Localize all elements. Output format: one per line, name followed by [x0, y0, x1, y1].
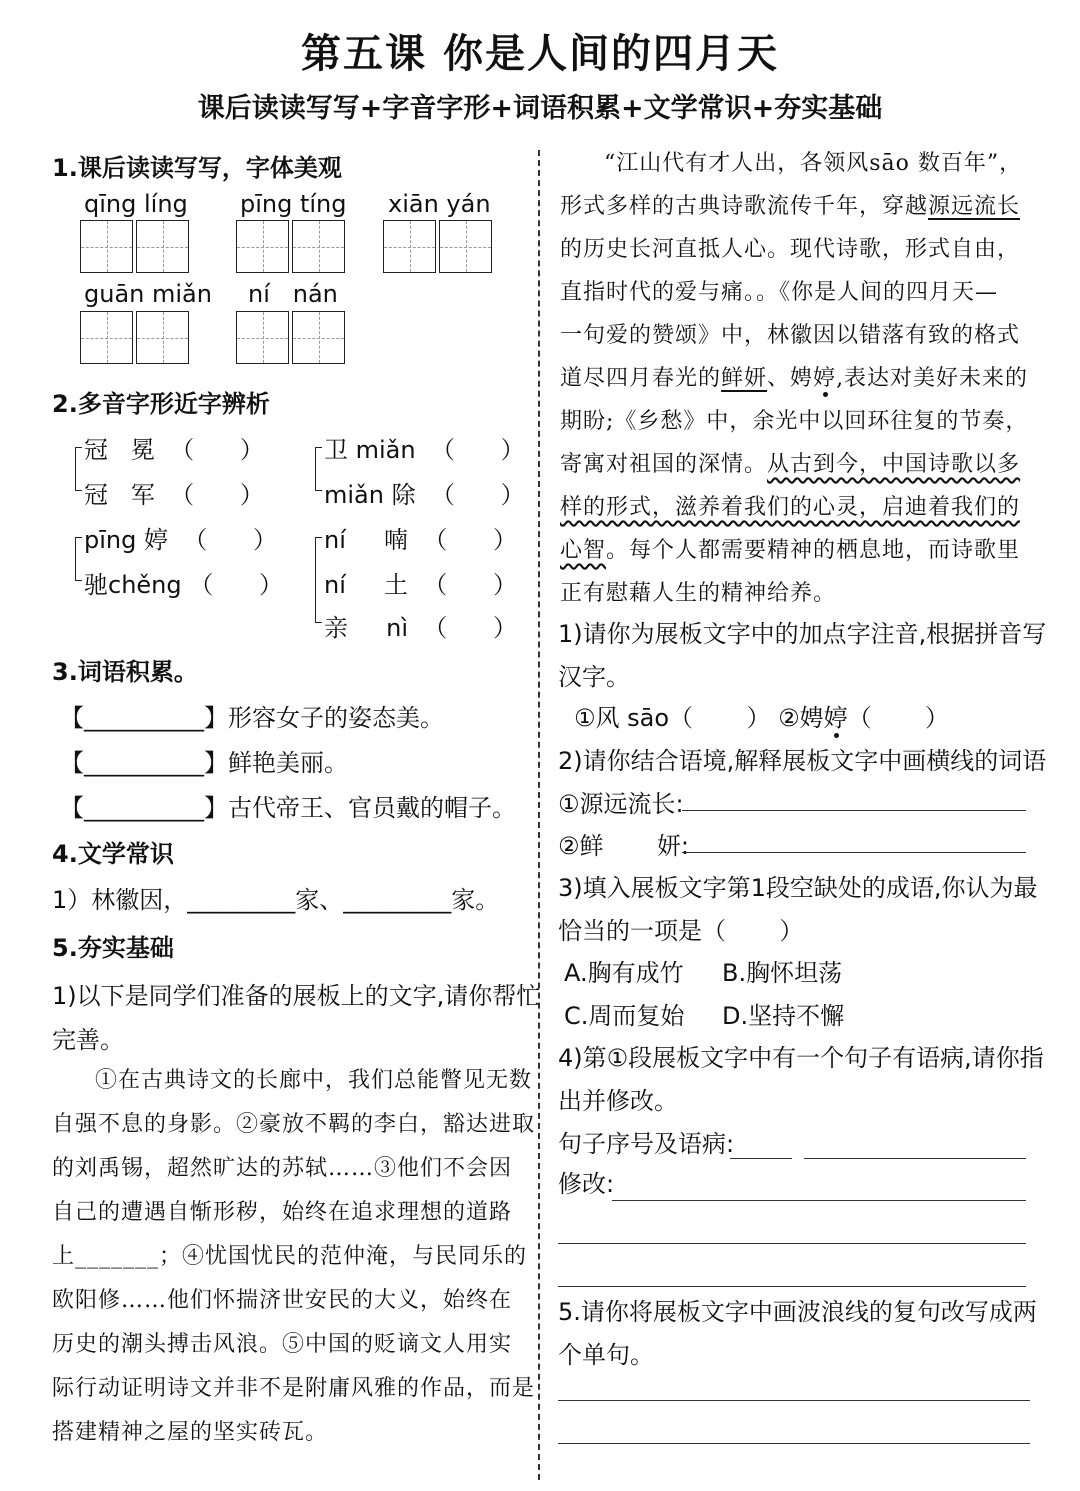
answer-line[interactable]: [558, 1286, 1026, 1287]
passage-line: 的刘禹锡，超然旷达的苏轼……③他们不会因: [52, 1156, 513, 1181]
passage-line: 期盼;《乡愁》中，余光中以回环往复的节奏，: [560, 409, 1029, 434]
writing-box[interactable]: [292, 220, 345, 273]
answer-line[interactable]: [558, 1400, 1030, 1401]
passage-line: 道尽四月春光的鲜妍、娉婷,表达对美好未来的: [560, 366, 1029, 391]
question-text: 1)请你为展板文字中的加点字注音,根据拼音写: [558, 620, 1047, 648]
question-text: 恰当的一项是（ ）: [558, 917, 804, 945]
passage-line: 心智。每个人都需要精神的栖息地，而诗歌里: [560, 538, 1021, 563]
answer-line[interactable]: [558, 1443, 1030, 1444]
polyphone-item: 冠 冕 （ ）: [84, 436, 264, 464]
question-item: ①源远流长:: [558, 790, 684, 818]
question-text: 个单句。: [558, 1341, 654, 1369]
bracket: [75, 537, 82, 581]
passage-line: 自己的遭遇自惭形秽，始终在追求理想的道路: [52, 1200, 513, 1225]
vocab-item: 【__________】形容女子的姿态美。: [60, 704, 444, 732]
question-text: 2)请你结合语境,解释展板文字中画横线的词语: [558, 747, 1047, 775]
page-subtitle: 课后读读写写+字音字形+词语积累+文学常识+夯实基础: [197, 93, 883, 124]
polyphone-item: 亲 nì （ ）: [324, 614, 518, 642]
passage-line: 历史的潮头搏击风浪。⑤中国的贬谪文人用实: [52, 1332, 513, 1357]
question-text: 1)以下是同学们准备的展板上的文字,请你帮忙: [52, 982, 541, 1010]
question-text: 5.请你将展板文字中画波浪线的复句改写成两: [558, 1298, 1037, 1326]
writing-box[interactable]: [383, 220, 436, 273]
section-1-heading: 1.课后读读写写，字体美观: [52, 154, 342, 182]
question-text: 3)填入展板文字第1段空缺处的成语,你认为最: [558, 874, 1038, 902]
polyphone-item: 冠 军 （ ）: [84, 481, 264, 509]
question-text: 汉字。: [558, 663, 630, 691]
answer-line[interactable]: [558, 1243, 1026, 1244]
polyphone-item: miǎn 除 （ ）: [324, 481, 525, 509]
wavy-underline-text: 心智: [560, 538, 607, 563]
question-text: 4)第①段展板文字中有一个句子有语病,请你指: [558, 1044, 1044, 1072]
answer-line[interactable]: [804, 1158, 1026, 1159]
bracket: [75, 447, 82, 491]
pinyin-3: xiān yán: [388, 190, 491, 218]
dotted-char: 婷: [823, 704, 848, 732]
answer-line[interactable]: [612, 1200, 1026, 1201]
underlined-phrase: 源远流长: [928, 194, 1021, 219]
wavy-underline-text: 样的形式，滋养着我们的心灵，启迪着我们的: [560, 495, 1021, 520]
section-2-heading: 2.多音字形近字辨析: [52, 390, 270, 418]
dotted-char: 婷: [813, 366, 837, 391]
writing-box[interactable]: [80, 311, 133, 364]
passage-line: 正有慰藉人生的精神给养。: [560, 581, 837, 606]
passage-line: “江山代有才人出，各领风sāo 数百年”，: [604, 151, 1023, 176]
answer-line[interactable]: [682, 852, 1026, 853]
passage-line: 一句爱的赞颂》中，林徽因以错落有致的格式: [560, 323, 1021, 348]
passage-line: 的历史长河直抵人心。现代诗歌，形式自由，: [560, 237, 1021, 262]
answer-line[interactable]: [682, 810, 1026, 811]
answer-line[interactable]: [730, 1158, 792, 1159]
passage-line: ①在古典诗文的长廊中，我们总能瞥见无数: [95, 1068, 533, 1093]
pinyin-4: guān miǎn: [84, 280, 212, 308]
vocab-item: 【__________】鲜艳美丽。: [60, 749, 348, 777]
column-divider: [538, 150, 540, 1480]
section-5-heading: 5.夯实基础: [52, 934, 174, 962]
question-item: 修改:: [558, 1170, 615, 1198]
writing-box[interactable]: [136, 220, 189, 273]
question-item: ①风 sāo（ ） ②娉婷（ ）: [574, 704, 949, 732]
question-text: 完善。: [52, 1026, 124, 1054]
option-a[interactable]: A.胸有成竹: [564, 959, 684, 987]
section-4-heading: 4.文学常识: [52, 840, 174, 868]
passage-line: 自强不息的身影。②豪放不羁的李白，豁达进取: [52, 1112, 536, 1137]
passage-line: 上_______；④忧国忧民的范仲淹，与民同乐的: [52, 1244, 528, 1269]
option-c[interactable]: C.周而复始: [564, 1002, 685, 1030]
wavy-underline-text: 从古到今，中国诗歌以多: [767, 452, 1021, 477]
bracket: [315, 447, 322, 491]
polyphone-item: pīng 婷 （ ）: [84, 526, 278, 554]
pinyin-1: qīng líng: [84, 190, 188, 218]
question-item: 句子序号及语病:: [558, 1130, 735, 1158]
page-title: 第五课 你是人间的四月天: [301, 31, 779, 77]
polyphone-item: ní 土 （ ）: [324, 571, 518, 599]
underlined-phrase: 鲜妍: [721, 366, 768, 391]
passage-line: 直指时代的爱与痛。。《你是人间的四月天—: [560, 280, 999, 305]
bracket: [315, 537, 322, 623]
pinyin-5: ní nán: [248, 280, 338, 308]
passage-line: 搭建精神之屋的坚实砖瓦。: [52, 1420, 329, 1445]
writing-box[interactable]: [439, 220, 492, 273]
passage-line: 际行动证明诗文并非不是附庸风雅的作品，而是: [52, 1376, 536, 1401]
passage-line: 形式多样的古典诗歌流传千年，穿越源远流长: [560, 194, 1021, 219]
polyphone-item: ní 喃 （ ）: [324, 526, 518, 554]
question-item: ②鲜 妍:: [558, 832, 690, 860]
polyphone-item: 驰chěng （ ）: [84, 571, 284, 599]
writing-box[interactable]: [80, 220, 133, 273]
writing-box[interactable]: [236, 311, 289, 364]
writing-box[interactable]: [236, 220, 289, 273]
writing-box[interactable]: [292, 311, 345, 364]
option-d[interactable]: D.坚持不懈: [722, 1002, 845, 1030]
question-text: 出并修改。: [558, 1087, 678, 1115]
literature-item: 1）林徽因，_________家、_________家。: [52, 886, 500, 914]
pinyin-2: pīng tíng: [240, 190, 347, 218]
passage-line: 寄寓对祖国的深情。从古到今，中国诗歌以多: [560, 452, 1021, 477]
option-b[interactable]: B.胸怀坦荡: [722, 959, 843, 987]
vocab-item: 【__________】古代帝王、官员戴的帽子。: [60, 794, 516, 822]
polyphone-item: 卫 miǎn （ ）: [324, 436, 525, 464]
passage-line: 欧阳修……他们怀揣济世安民的大义，始终在: [52, 1288, 513, 1313]
section-3-heading: 3.词语积累。: [52, 658, 198, 686]
writing-box[interactable]: [136, 311, 189, 364]
